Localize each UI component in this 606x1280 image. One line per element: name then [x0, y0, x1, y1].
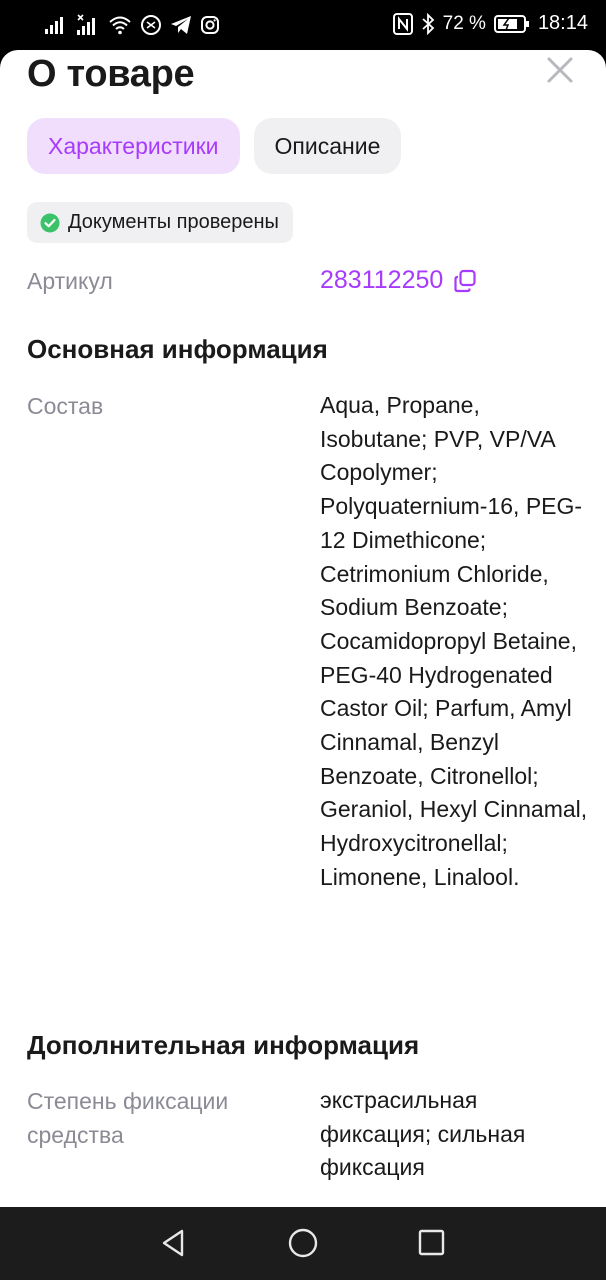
close-icon[interactable]	[540, 52, 580, 92]
section-title-additional: Дополнительная информация	[27, 1030, 420, 1060]
fixation-label: Степень фиксации средства	[27, 1088, 229, 1148]
product-info-sheet	[0, 50, 606, 1207]
composition-row	[27, 389, 587, 999]
article-value	[320, 264, 590, 298]
verified-documents-badge	[27, 202, 293, 243]
section-title-main: Основная информация	[27, 334, 328, 364]
composition-value: Aqua, Propane, Isobutane; PVP, VP/VA Copolymer; Polyquaternium-16, PEG-12 Dimethicone; Cetrimonium Chloride, Sodium Benzoate; Cocamidopropyl Betaine, PEG-40 Hydrogenated Castor Oil; Parfum, Amyl Cinnamal, Benzyl Benzoate, Citronellol; Geraniol, Hexyl Cinnamal, Hydroxycitronellal; Limonene, Linalool.	[320, 392, 588, 890]
copy-icon[interactable]	[453, 269, 477, 293]
signal-icon	[44, 15, 68, 35]
navigation-bar	[0, 1207, 606, 1280]
recents-square-icon[interactable]	[412, 1223, 452, 1263]
battery-icon	[494, 14, 530, 34]
article-label: Артикул	[27, 268, 113, 294]
nfc-icon	[393, 13, 413, 35]
battery-percent: 72 %	[442, 12, 486, 34]
data-saver-icon	[140, 14, 162, 36]
composition-label: Состав	[27, 393, 104, 419]
verified-badge-label: Документы проверены	[68, 211, 279, 233]
tab-characteristics[interactable]: Характеристики	[27, 118, 240, 174]
telegram-icon	[170, 15, 192, 35]
tab-description[interactable]: Описание	[254, 118, 402, 174]
back-triangle-icon[interactable]	[154, 1223, 194, 1263]
sheet-title: О товаре	[27, 53, 195, 95]
home-circle-icon[interactable]	[283, 1223, 323, 1263]
signal-no-service-icon	[76, 14, 100, 36]
article-number[interactable]: 283112250	[320, 266, 444, 294]
fixation-row	[27, 1084, 587, 1194]
check-circle-icon	[40, 213, 60, 233]
bluetooth-icon	[421, 13, 435, 35]
clock: 18:14	[537, 12, 588, 34]
wifi-icon	[108, 15, 132, 35]
fixation-value: экстрасильная фиксация; сильная фиксация	[320, 1087, 526, 1181]
instagram-icon	[200, 15, 220, 35]
status-bar	[0, 0, 606, 50]
tabs	[27, 118, 401, 174]
article-row	[27, 264, 587, 300]
